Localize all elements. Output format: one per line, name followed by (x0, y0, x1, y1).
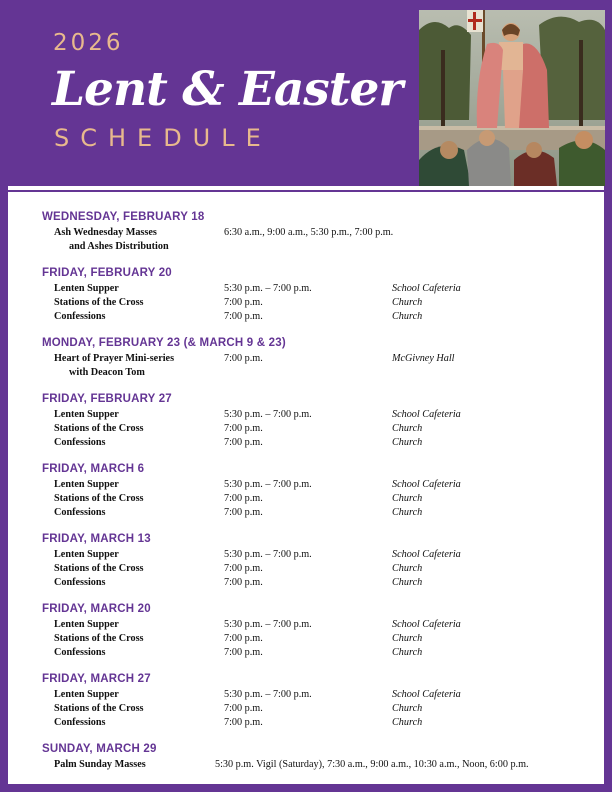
page-subtitle: SCHEDULE (54, 124, 272, 152)
event-name: Confessions (54, 311, 106, 322)
event-location: School Cafeteria (392, 549, 461, 560)
event-row (42, 758, 602, 772)
event-time: 5:30 p.m. Vigil (Saturday), 7:30 a.m., 9:00 a.m., 10:30 a.m., Noon, 6:00 p.m. (215, 759, 529, 770)
event-time: 6:30 a.m., 9:00 a.m., 5:30 p.m., 7:00 p.m. (224, 227, 394, 238)
event-row (42, 632, 602, 646)
frame-bottom (0, 784, 612, 792)
event-row (42, 506, 602, 520)
schedule-list (42, 209, 602, 783)
event-row (42, 226, 602, 254)
schedule-day (42, 209, 602, 254)
event-name: Confessions (54, 647, 106, 658)
event-name: Stations of the Cross (54, 563, 144, 574)
event-location: School Cafeteria (392, 619, 461, 630)
event-row (42, 646, 602, 660)
event-name: Confessions (54, 577, 106, 588)
event-location: School Cafeteria (392, 283, 461, 294)
event-row (42, 352, 602, 380)
event-time: 7:00 p.m. (224, 297, 263, 308)
event-row (42, 562, 602, 576)
event-name: Ash Wednesday Masses and Ashes Distribution (54, 227, 169, 252)
event-location: Church (392, 507, 423, 518)
event-time: 7:00 p.m. (224, 311, 263, 322)
schedule-day (42, 265, 602, 324)
event-row (42, 282, 602, 296)
schedule-day (42, 741, 602, 772)
event-time: 5:30 p.m. – 7:00 p.m. (224, 619, 312, 630)
event-name: Lenten Supper (54, 283, 119, 294)
schedule-day (42, 531, 602, 590)
day-heading: FRIDAY, FEBRUARY 20 (42, 267, 172, 279)
event-name: Confessions (54, 717, 106, 728)
schedule-day (42, 391, 602, 450)
event-row (42, 492, 602, 506)
event-row (42, 310, 602, 324)
day-heading: FRIDAY, MARCH 20 (42, 603, 151, 615)
event-time: 7:00 p.m. (224, 633, 263, 644)
event-name: Stations of the Cross (54, 493, 144, 504)
event-location: Church (392, 423, 423, 434)
event-time: 7:00 p.m. (224, 717, 263, 728)
event-row (42, 576, 602, 590)
event-location: School Cafeteria (392, 409, 461, 420)
day-heading: MONDAY, FEBRUARY 23 (& MARCH 9 & 23) (42, 337, 286, 349)
event-time: 5:30 p.m. – 7:00 p.m. (224, 689, 312, 700)
event-row (42, 422, 602, 436)
event-name: Heart of Prayer Mini-series with Deacon Tom (54, 353, 175, 378)
event-time: 7:00 p.m. (224, 493, 263, 504)
event-row (42, 716, 602, 730)
frame-right (604, 186, 612, 792)
event-time: 5:30 p.m. – 7:00 p.m. (224, 283, 312, 294)
event-name: Stations of the Cross (54, 633, 144, 644)
event-name: Stations of the Cross (54, 297, 144, 308)
page-title: Lent & Easter (52, 62, 403, 117)
event-location: Church (392, 493, 423, 504)
event-row (42, 408, 602, 422)
schedule-day (42, 461, 602, 520)
event-location: Church (392, 577, 423, 588)
frame-left (0, 186, 8, 792)
event-location: Church (392, 703, 423, 714)
event-time: 7:00 p.m. (224, 577, 263, 588)
event-time: 5:30 p.m. – 7:00 p.m. (224, 409, 312, 420)
event-time: 7:00 p.m. (224, 353, 263, 364)
event-row (42, 688, 602, 702)
event-row (42, 436, 602, 450)
event-name: Palm Sunday Masses (54, 759, 146, 770)
day-heading: FRIDAY, MARCH 6 (42, 463, 145, 475)
event-time: 7:00 p.m. (224, 507, 263, 518)
event-location: Church (392, 717, 423, 728)
event-location: Church (392, 633, 423, 644)
event-location: School Cafeteria (392, 479, 461, 490)
event-row (42, 296, 602, 310)
day-heading: FRIDAY, FEBRUARY 27 (42, 393, 172, 405)
event-name: Confessions (54, 437, 106, 448)
day-heading: WEDNESDAY, FEBRUARY 18 (42, 211, 205, 223)
event-time: 5:30 p.m. – 7:00 p.m. (224, 479, 312, 490)
event-time: 7:00 p.m. (224, 437, 263, 448)
event-location: Church (392, 563, 423, 574)
event-row (42, 702, 602, 716)
event-location: McGivney Hall (392, 353, 455, 364)
event-name: Lenten Supper (54, 619, 119, 630)
event-row (42, 548, 602, 562)
event-location: Church (392, 297, 423, 308)
event-name: Lenten Supper (54, 479, 119, 490)
event-name: Stations of the Cross (54, 423, 144, 434)
schedule-day (42, 601, 602, 660)
event-location: Church (392, 311, 423, 322)
event-name: Stations of the Cross (54, 703, 144, 714)
day-heading: FRIDAY, MARCH 27 (42, 673, 151, 685)
day-heading: FRIDAY, MARCH 13 (42, 533, 151, 545)
day-heading: SUNDAY, MARCH 29 (42, 743, 157, 755)
event-name: Lenten Supper (54, 409, 119, 420)
event-name: Lenten Supper (54, 549, 119, 560)
event-time: 7:00 p.m. (224, 423, 263, 434)
schedule-day (42, 671, 602, 730)
event-time: 7:00 p.m. (224, 563, 263, 574)
event-location: Church (392, 647, 423, 658)
event-location: Church (392, 437, 423, 448)
event-time: 7:00 p.m. (224, 647, 263, 658)
header-divider-line (8, 190, 604, 192)
event-time: 5:30 p.m. – 7:00 p.m. (224, 549, 312, 560)
event-time: 7:00 p.m. (224, 703, 263, 714)
event-name: Confessions (54, 507, 106, 518)
resurrection-painting-image (419, 10, 605, 186)
event-row (42, 618, 602, 632)
year-label: 2026 (53, 30, 124, 56)
schedule-day (42, 335, 602, 380)
event-row (42, 478, 602, 492)
event-location: School Cafeteria (392, 689, 461, 700)
event-name: Lenten Supper (54, 689, 119, 700)
header-banner (0, 0, 612, 186)
